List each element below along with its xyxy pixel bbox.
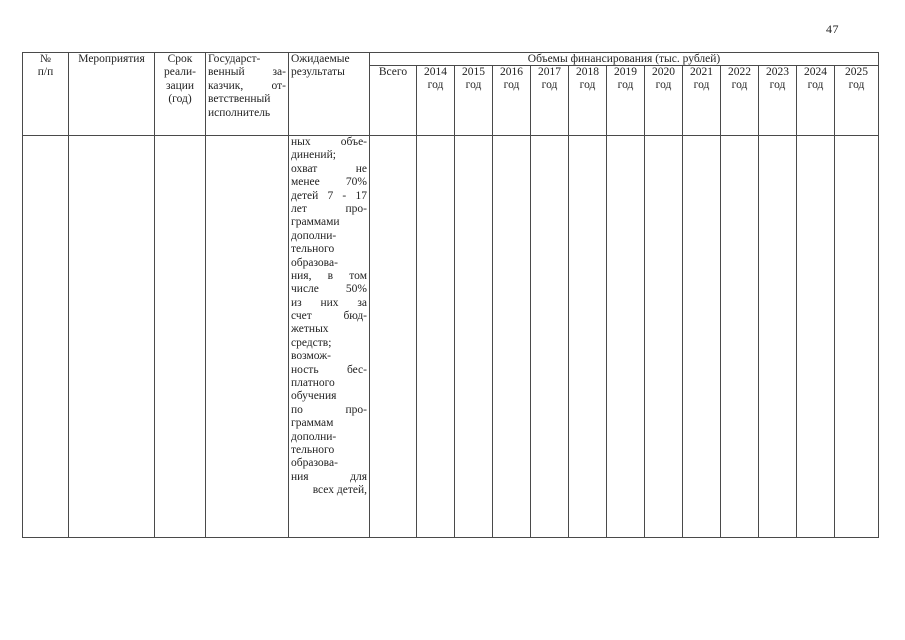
header-activities: Мероприятия bbox=[69, 53, 155, 136]
header-num: № п/п bbox=[23, 53, 69, 136]
cell-2016 bbox=[493, 136, 531, 538]
cell-2023 bbox=[759, 136, 797, 538]
header-row-top bbox=[23, 53, 879, 66]
cell-2019 bbox=[607, 136, 645, 538]
header-year-2020: 2020 год bbox=[645, 66, 683, 136]
header-year-2024: 2024 год bbox=[797, 66, 835, 136]
header-year-2018: 2018 год bbox=[569, 66, 607, 136]
header-customer: Государст- венный за- казчик, от- ветственный исполнитель bbox=[206, 53, 289, 136]
header-year-2019: 2019 год bbox=[607, 66, 645, 136]
header-year-2023: 2023 год bbox=[759, 66, 797, 136]
header-total: Всего bbox=[370, 66, 417, 136]
header-funding: Объемы финансирования (тыс. рублей) bbox=[370, 53, 879, 66]
funding-table bbox=[22, 52, 879, 538]
header-year-2014: 2014 год bbox=[417, 66, 455, 136]
header-year-2017: 2017 год bbox=[531, 66, 569, 136]
table-row bbox=[23, 136, 879, 538]
cell-2025 bbox=[835, 136, 879, 538]
cell-2020 bbox=[645, 136, 683, 538]
cell-num bbox=[23, 136, 69, 538]
cell-2014 bbox=[417, 136, 455, 538]
cell-activities bbox=[69, 136, 155, 538]
cell-results: ных объе- динений; охват не менее 70% детей 7 - 17 лет про- граммами дополни- тельного образова- ния, в том числе 50% из них за счет бюд- жетных средств; возмож- ность бес- платного обучения по про- граммам дополни- тельного образова- ния для всех детей, bbox=[289, 136, 370, 538]
cell-customer bbox=[206, 136, 289, 538]
header-results: Ожидаемые результаты bbox=[289, 53, 370, 136]
cell-2018 bbox=[569, 136, 607, 538]
cell-total bbox=[370, 136, 417, 538]
cell-2021 bbox=[683, 136, 721, 538]
header-year-2015: 2015 год bbox=[455, 66, 493, 136]
header-year-2025: 2025 год bbox=[835, 66, 879, 136]
cell-2022 bbox=[721, 136, 759, 538]
header-year-2016: 2016 год bbox=[493, 66, 531, 136]
header-year-2022: 2022 год bbox=[721, 66, 759, 136]
header-term: Срок реали- зации (год) bbox=[155, 53, 206, 136]
header-year-2021: 2021 год bbox=[683, 66, 721, 136]
cell-term bbox=[155, 136, 206, 538]
cell-2015 bbox=[455, 136, 493, 538]
page-number: 47 bbox=[826, 22, 839, 36]
cell-2024 bbox=[797, 136, 835, 538]
cell-2017 bbox=[531, 136, 569, 538]
